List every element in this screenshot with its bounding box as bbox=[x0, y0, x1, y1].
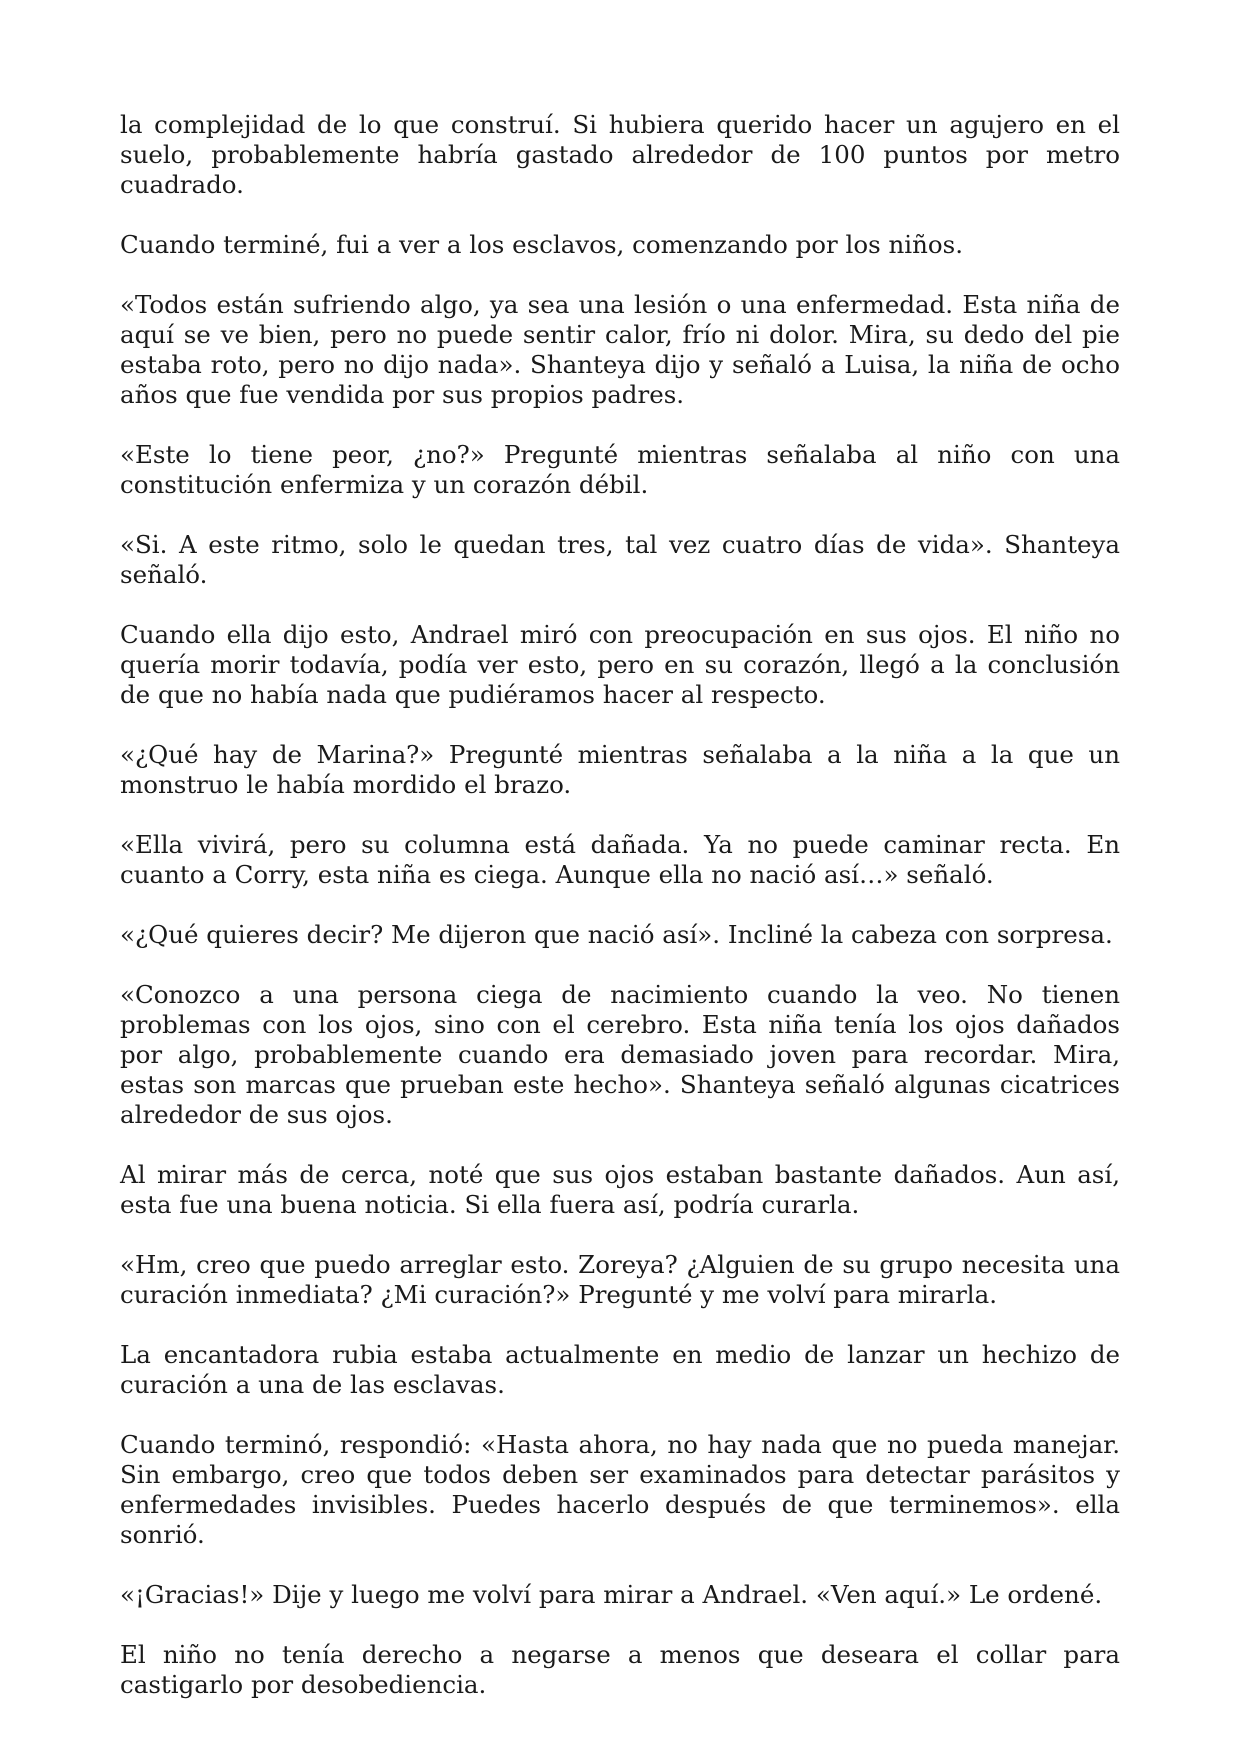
paragraph: «Este lo tiene peor, ¿no?» Pregunté mientras señalaba al niño con una constitución enfermiza y un corazón débil. bbox=[120, 440, 1120, 499]
paragraph: «Conozco a una persona ciega de nacimiento cuando la veo. No tienen problemas con los ojos, sino con el cerebro. Esta niña tenía los ojos dañados por algo, probablemente cuando era demasiado joven para recordar. Mira, estas son marcas que prueban este hecho». Shanteya señaló algunas cicatrices alrededor de sus ojos. bbox=[120, 980, 1120, 1129]
paragraph: «Ella vivirá, pero su columna está dañada. Ya no puede caminar recta. En cuanto a Corry, esta niña es ciega. Aunque ella no nació así…» señaló. bbox=[120, 830, 1120, 889]
paragraph: Al mirar más de cerca, noté que sus ojos estaban bastante dañados. Aun así, esta fue una buena noticia. Si ella fuera así, podría curarla. bbox=[120, 1160, 1120, 1219]
paragraph: «¿Qué hay de Marina?» Pregunté mientras señalaba a la niña a la que un monstruo le había mordido el brazo. bbox=[120, 740, 1120, 799]
paragraph: Cuando ella dijo esto, Andrael miró con preocupación en sus ojos. El niño no quería morir todavía, podía ver esto, pero en su corazón, llegó a la conclusión de que no había nada que pudiéramos hacer al respecto. bbox=[120, 620, 1120, 709]
page-text bbox=[120, 110, 1120, 1730]
paragraph: la complejidad de lo que construí. Si hubiera querido hacer un agujero en el suelo, probablemente habría gastado alrededor de 100 puntos por metro cuadrado. bbox=[120, 110, 1120, 199]
paragraph: «¡Gracias!» Dije y luego me volví para mirar a Andrael. «Ven aquí.» Le ordené. bbox=[120, 1580, 1103, 1609]
paragraph: «Si. A este ritmo, solo le quedan tres, tal vez cuatro días de vida». Shanteya señaló. bbox=[120, 530, 1120, 589]
paragraph: La encantadora rubia estaba actualmente en medio de lanzar un hechizo de curación a una de las esclavas. bbox=[120, 1340, 1120, 1399]
paragraph: Cuando terminó, respondió: «Hasta ahora, no hay nada que no pueda manejar. Sin embargo, creo que todos deben ser examinados para detectar parásitos y enfermedades invisibles. Puedes hacerlo después de que terminemos». ella sonrió. bbox=[120, 1430, 1120, 1549]
paragraph: «Hm, creo que puedo arreglar esto. Zoreya? ¿Alguien de su grupo necesita una curación inmediata? ¿Mi curación?» Pregunté y me volví para mirarla. bbox=[120, 1250, 1120, 1309]
paragraph: «¿Qué quieres decir? Me dijeron que nació así». Incliné la cabeza con sorpresa. bbox=[120, 920, 1113, 949]
paragraph: «Todos están sufriendo algo, ya sea una lesión o una enfermedad. Esta niña de aquí se ve bien, pero no puede sentir calor, frío ni dolor. Mira, su dedo del pie estaba roto, pero no dijo nada». Shanteya dijo y señaló a Luisa, la niña de ocho años que fue vendida por sus propios padres. bbox=[120, 290, 1120, 409]
paragraph: Cuando terminé, fui a ver a los esclavos, comenzando por los niños. bbox=[120, 230, 964, 259]
paragraph: El niño no tenía derecho a negarse a menos que deseara el collar para castigarlo por desobediencia. bbox=[120, 1640, 1120, 1699]
